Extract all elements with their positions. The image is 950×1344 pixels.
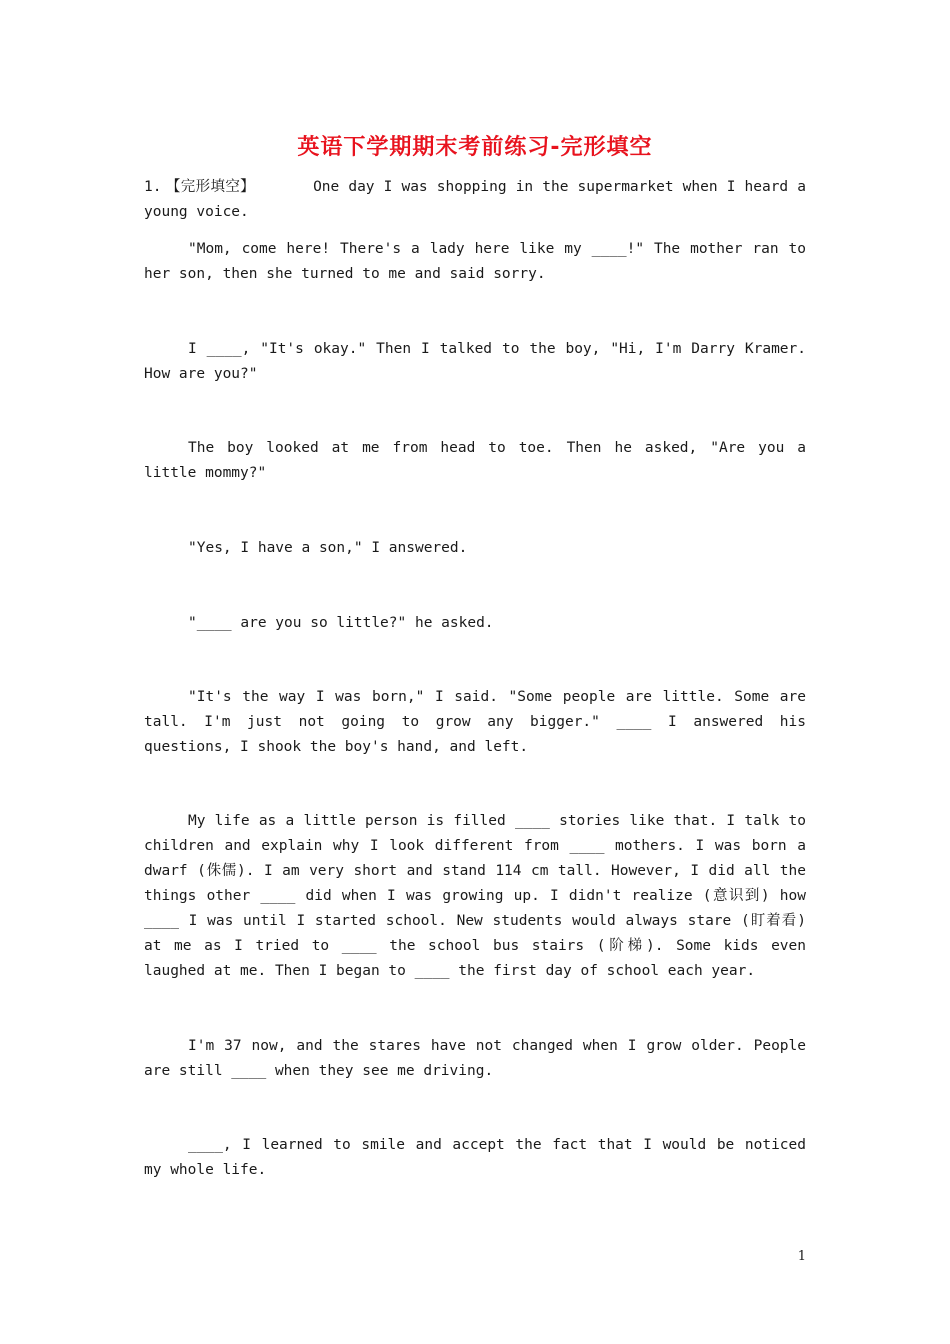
- story-paragraph: "It's the way I was born," I said. "Some people are little. Some are tall. I'm just not going to grow any bigger." ____ I answered his questions, I shook the boy's hand, and left.: [144, 689, 806, 755]
- paragraph-text: One day I was shopping in the supermarket when I heard a young voice.: [144, 179, 806, 220]
- story-paragraph: I ____, "It's okay." Then I talked to the boy, "Hi, I'm Darry Kramer. How are you?": [144, 341, 806, 382]
- story-paragraph: The boy looked at me from head to toe. Then he asked, "Are you a little mommy?": [144, 440, 806, 481]
- question-number: 1.: [144, 179, 162, 195]
- story-paragraph: My life as a little person is filled ____ stories like that. I talk to children and explain why I look different from ____ mothers. I was born a dwarf (侏儒). I am very short and stand 114 cm tall. However, I did all the things other ____ did when I was growing up. I didn't realize (意识到) how ____ I was until I started school. New students would always stare (盯着看) at me as I tried to ____ the school bus stairs (阶梯). Some kids even laughed at me. Then I began to ____ the first day of school each year.: [144, 813, 806, 979]
- story-paragraph: I'm 37 now, and the stares have not changed when I grow older. People are still ____ when they see me driving.: [144, 1038, 806, 1079]
- story-paragraph: "Mom, come here! There's a lady here like my ____!" The mother ran to her son, then she turned to me and said sorry.: [144, 241, 806, 282]
- story-paragraph: "Yes, I have a son," I answered.: [188, 540, 468, 556]
- story-paragraph: "____ are you so little?" he asked.: [188, 615, 494, 631]
- story-paragraph: ____, I learned to smile and accept the fact that I would be noticed my whole life.: [144, 1137, 806, 1178]
- question-intro-paragraph: [144, 175, 806, 225]
- question-type-tag: 【完形填空】: [165, 179, 256, 195]
- page-title: 英语下学期期末考前练习-完形填空: [297, 135, 653, 160]
- page-number: 1: [797, 1249, 806, 1264]
